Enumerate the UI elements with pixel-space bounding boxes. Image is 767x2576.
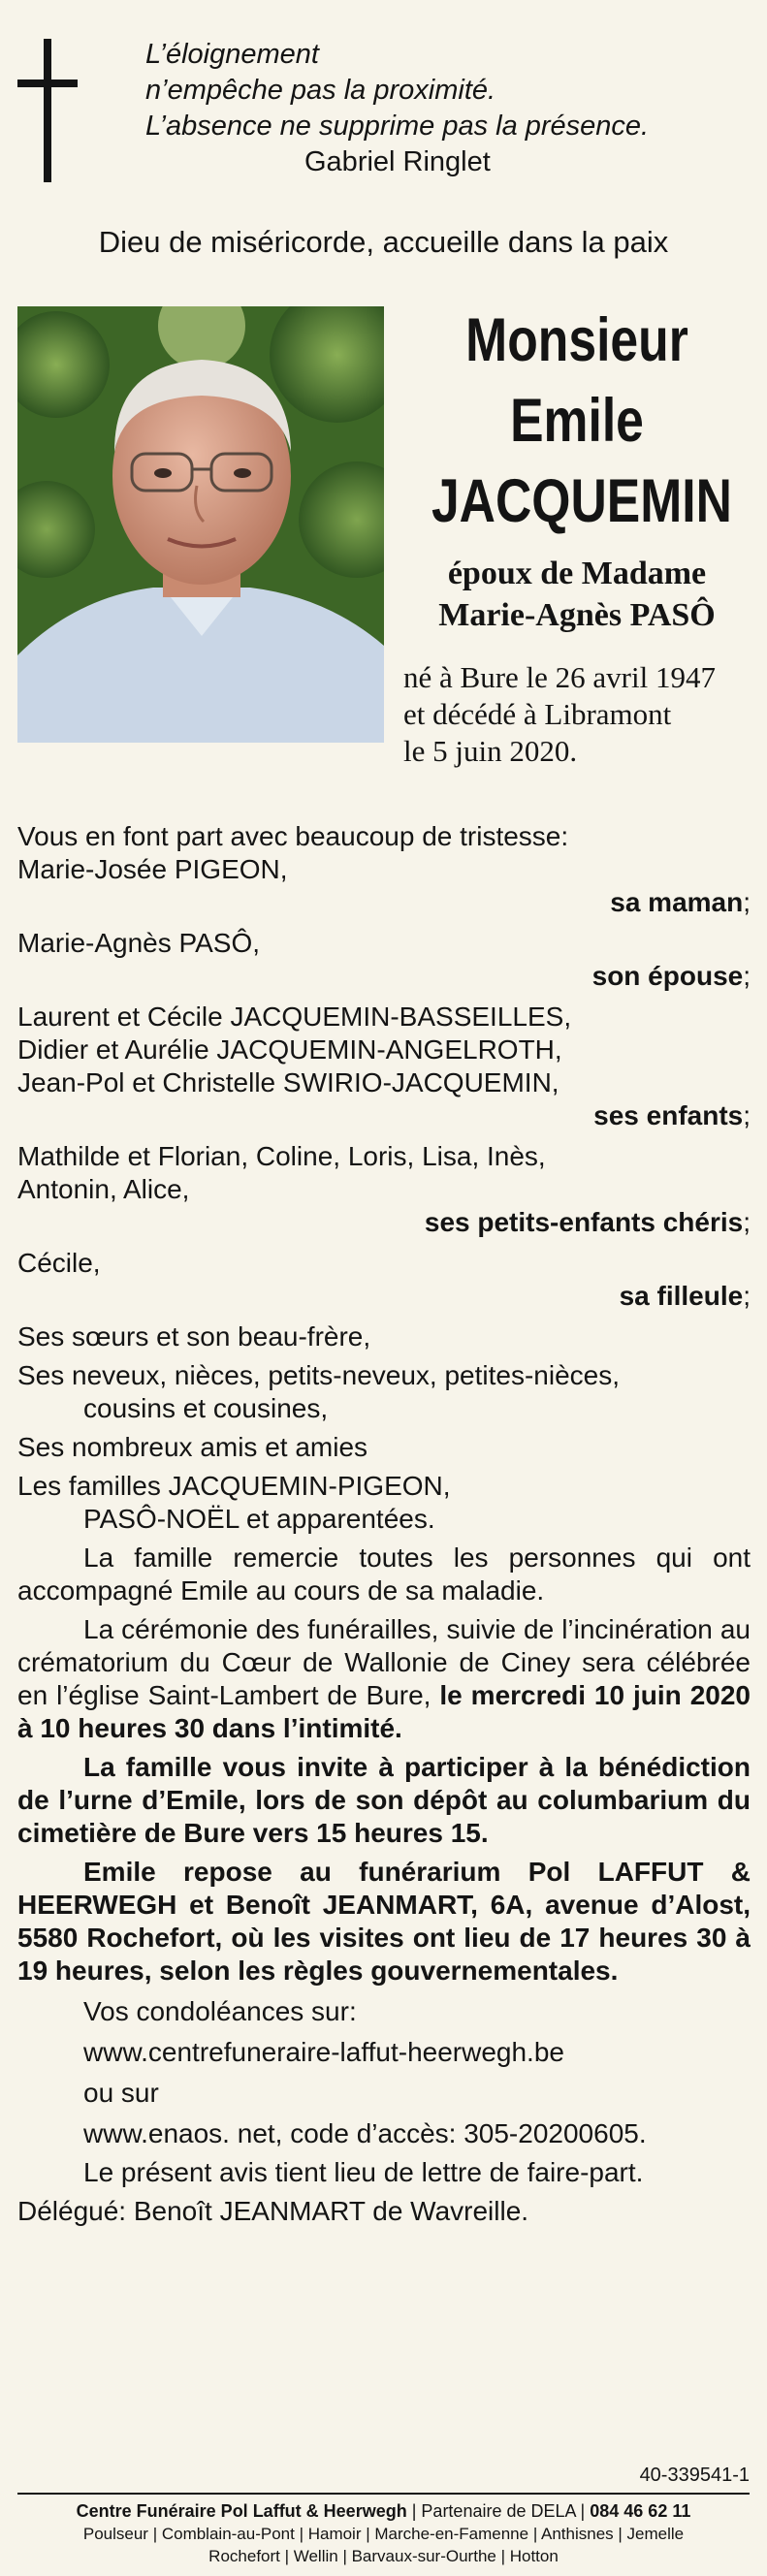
footer bbox=[0, 2500, 767, 2567]
name-first: Emile bbox=[510, 387, 644, 455]
delegate-text: Délégué: Benoît JEANMART de Wavreille. bbox=[17, 2196, 529, 2226]
child-name: Laurent et Cécile JACQUEMIN-BASSEILLES, bbox=[17, 1002, 572, 1032]
or-text: ou sur bbox=[83, 2078, 159, 2108]
children-role: ses enfants; bbox=[593, 1100, 751, 1130]
footer-divider bbox=[17, 2493, 750, 2495]
condolences-text: Vos condoléances sur: bbox=[83, 1996, 357, 2026]
footer-line-1: Centre Funéraire Pol Laffut & Heerwegh | Partenaire de DELA | 084 46 62 11 bbox=[76, 2501, 691, 2521]
quote-line: L’absence ne supprime pas la présence. bbox=[145, 111, 650, 142]
siblings-text: Ses sœurs et son beau-frère, bbox=[17, 1321, 371, 1352]
quote-author: Gabriel Ringlet bbox=[304, 146, 491, 177]
blessing-text: La famille vous invite à participer à la bénédiction de l’urne d’Emile, lors de son dépôt au columbarium du cimetière de Bure vers 15 heures 15. bbox=[17, 1752, 751, 1848]
company-name: Centre Funéraire Pol Laffut & Heerwegh bbox=[76, 2501, 407, 2521]
notice-text: Le présent avis tient lieu de lettre de faire-part. bbox=[83, 2157, 644, 2187]
families-text-2: PASÔ-NOËL et apparentées. bbox=[83, 1504, 435, 1534]
footer-locations: Poulseur | Comblain-au-Pont | Hamoir | Marche-en-Famenne | Anthisnes | Jemelle bbox=[82, 2525, 685, 2543]
spouse-line: époux de Madame bbox=[447, 556, 707, 591]
grandchildren-names: Mathilde et Florian, Coline, Loris, Lisa, Inès, bbox=[17, 1141, 546, 1171]
portrait-photo bbox=[17, 306, 384, 743]
wife-name: Marie-Agnès PASÔ, bbox=[17, 928, 261, 958]
child-name: Jean-Pol et Christelle SWIRIO-JACQUEMIN, bbox=[17, 1067, 559, 1097]
thanks-text: La famille remercie toutes les personnes qui ont accompagné Emile au cours de sa maladie. bbox=[17, 1542, 751, 1606]
death-line: et décédé à Libramont bbox=[403, 697, 672, 731]
quote-line: n’empêche pas la proximité. bbox=[145, 75, 496, 106]
grandchildren-names: Antonin, Alice, bbox=[17, 1174, 190, 1204]
deceased-name bbox=[399, 301, 754, 542]
spouse-name: Marie-Agnès PASÔ bbox=[438, 597, 716, 633]
cross-icon bbox=[17, 39, 78, 182]
footer-locations-2: Rochefort | Wellin | Barvaux-sur-Ourthe | Hotton bbox=[208, 2547, 559, 2565]
dates-block bbox=[403, 659, 752, 770]
mother-role: sa maman; bbox=[610, 887, 751, 917]
spouse-block bbox=[407, 553, 747, 636]
partner-text: Partenaire de DELA bbox=[421, 2501, 576, 2521]
rests-text: Emile repose au funérarium Pol LAFFUT & HEERWEGH et Benoît JEANMART, 6A, avenue d’Alost, 5580 Rochefort, où les visites ont lieu de 17 heures 30 à 19 heures, selon les règles gouvernementales. bbox=[17, 1857, 751, 1986]
website-link-1[interactable]: www.centrefuneraire-laffut-heerwegh.be bbox=[83, 2037, 564, 2067]
reference-number: 40-339541-1 bbox=[639, 2465, 750, 2486]
goddaughter-role: sa filleule; bbox=[619, 1281, 751, 1311]
mother-name: Marie-Josée PIGEON, bbox=[17, 854, 288, 884]
friends-text: Ses nombreux amis et amies bbox=[17, 1432, 368, 1462]
wife-role: son épouse; bbox=[591, 961, 751, 991]
quote-line: L’éloignement bbox=[145, 39, 319, 70]
intro-text: Vous en font part avec beaucoup de tristesse: bbox=[17, 821, 569, 851]
birth-line: né à Bure le 26 avril 1947 bbox=[403, 660, 716, 694]
prayer: Dieu de miséricorde, accueille dans la paix bbox=[98, 225, 669, 259]
name-last: JACQUEMIN bbox=[431, 467, 732, 535]
ceremony-text: La cérémonie des funérailles, suivie de l’incinération au crématorium du Cœur de Wallonie de Ciney sera célébrée en l’église Saint-Lambert de Bure, le mercredi 10 juin 2020 à 10 heures 30 dans l’intimité. bbox=[17, 1614, 751, 1743]
child-name: Didier et Aurélie JACQUEMIN-ANGELROTH, bbox=[17, 1034, 562, 1065]
grandchildren-role: ses petits-enfants chéris; bbox=[424, 1207, 751, 1237]
cousins-text: cousins et cousines, bbox=[83, 1393, 329, 1423]
phone-number[interactable]: 084 46 62 11 bbox=[590, 2501, 691, 2521]
nephews-text: Ses neveux, nièces, petits-neveux, petites-nièces, bbox=[17, 1360, 621, 1390]
website-link-2[interactable]: www.enaos. net, code d’accès: 305-20200605. bbox=[83, 2118, 647, 2148]
announcement-body bbox=[17, 820, 751, 2228]
death-date: le 5 juin 2020. bbox=[403, 734, 578, 768]
name-title: Monsieur bbox=[465, 306, 688, 374]
goddaughter-name: Cécile, bbox=[17, 1248, 101, 1278]
families-text: Les familles JACQUEMIN-PIGEON, bbox=[17, 1471, 451, 1501]
quote bbox=[145, 37, 747, 180]
